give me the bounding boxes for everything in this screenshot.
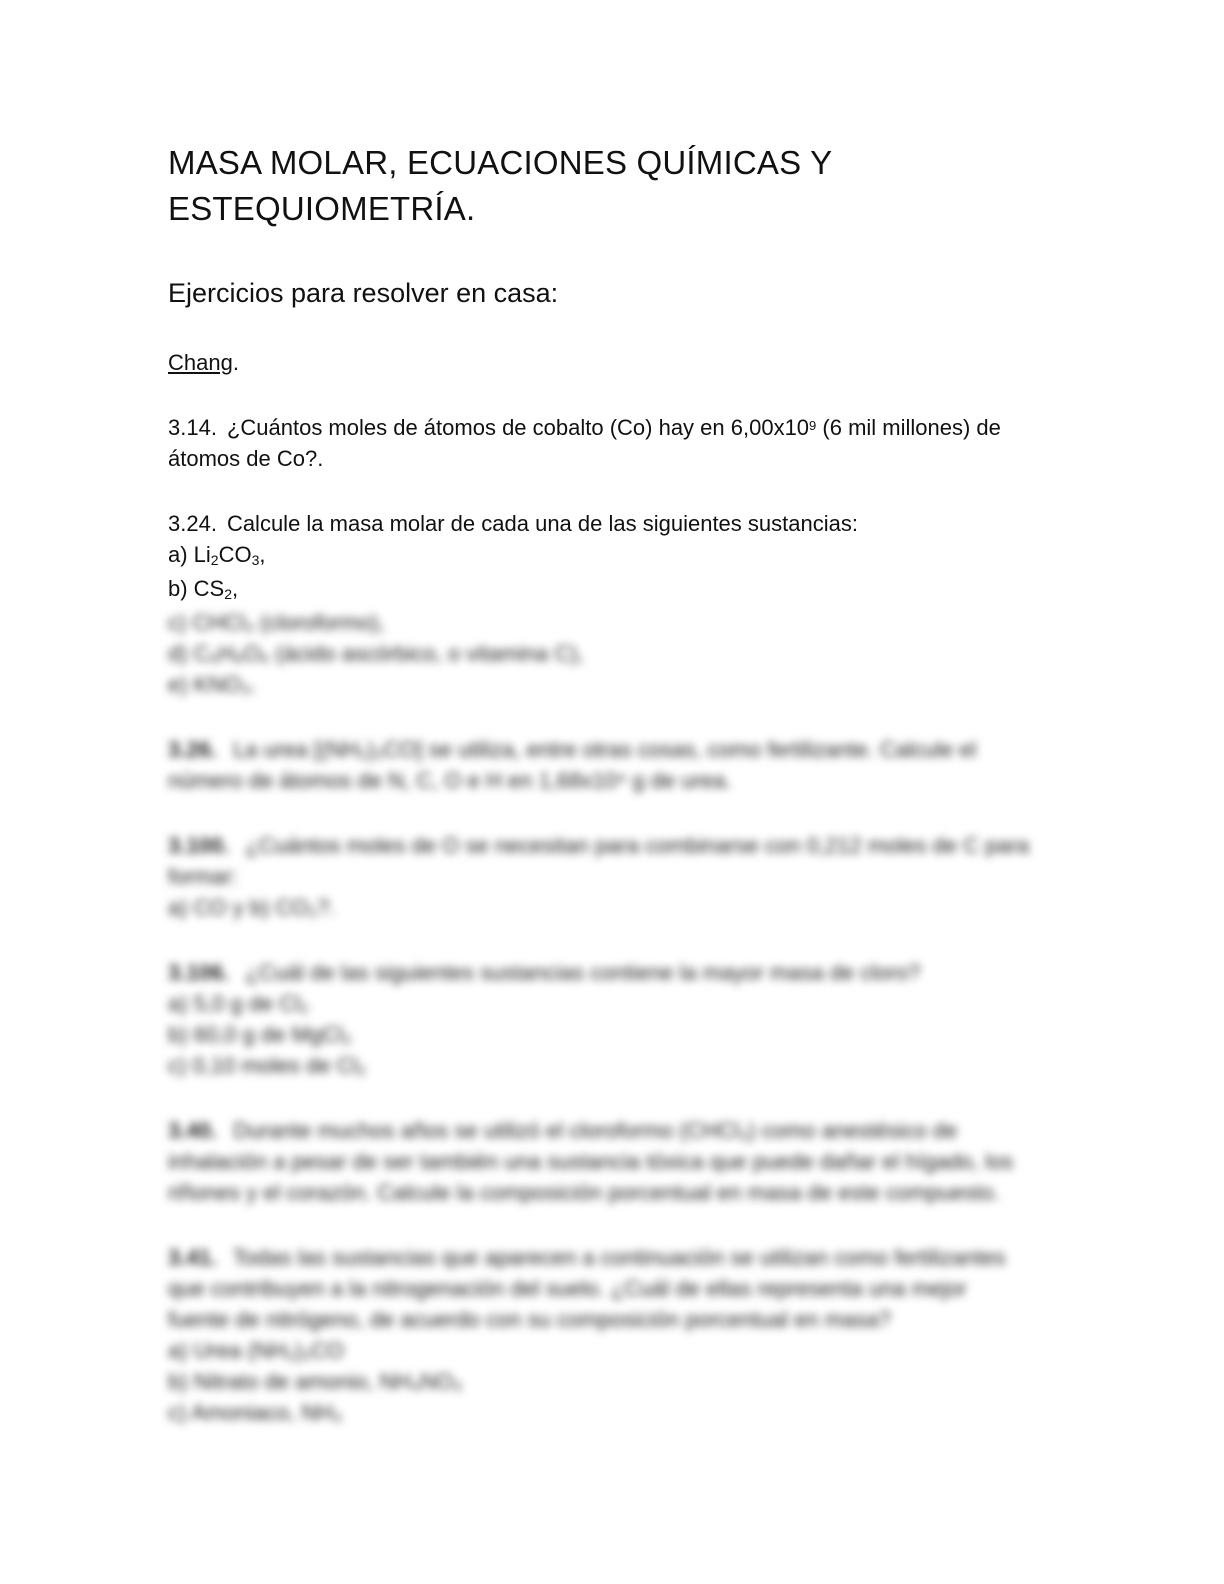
exercise-3-40: [168, 1115, 1048, 1208]
exercise-line: inhalación a pesar de ser también una sustancia tóxica que puede dañar el hígado, los: [168, 1149, 1014, 1174]
source-name: Chang: [168, 350, 233, 375]
exercise-line: número de átomos de N, C, O e H en 1,68x10⁴ g de urea.: [168, 768, 732, 793]
document-page: [168, 140, 1048, 1428]
option-a-prefix: a) Li: [168, 542, 211, 567]
exercise-3-24-statement: [168, 508, 1048, 539]
exercise-line: formar:: [168, 864, 238, 889]
exercise-line: [168, 734, 1048, 765]
exercise-line: fuente de nitrógeno, de acuerdo con su composición porcentual en masa?: [168, 1307, 891, 1332]
exercise-line: a) 5,0 g de Cl₂: [168, 991, 309, 1016]
exercise-number: 3.24.: [168, 511, 217, 536]
exercise-text: Calcule la masa molar de cada una de las siguientes sustancias:: [226, 511, 858, 536]
exercise-3-26: [168, 734, 1048, 796]
exercise-3-100: [168, 830, 1048, 923]
exercise-number: 3.26.: [168, 737, 217, 762]
exercise-line: c) 0,10 moles de Cl₂: [168, 1053, 367, 1078]
exercise-line: [168, 1115, 1048, 1146]
exercise-number: 3.106.: [168, 960, 230, 985]
exercise-3-106: [168, 957, 1048, 1081]
option-a-mid: CO: [218, 542, 252, 567]
exercise-text: La urea [(NH₂)₂CO] se utiliza, entre otras cosas, como fertilizante. Calcule el: [233, 737, 977, 762]
blurred-exercises: [168, 734, 1048, 1428]
exercise-line: [168, 957, 1048, 988]
exercise-text-cont: (6 mil millones) de: [816, 415, 1001, 440]
exercise-number: 3.40.: [168, 1118, 217, 1143]
option-b: [168, 573, 1048, 607]
option-d: d) C₆H₈O₆ (ácido ascórbico, o vitamina C),: [168, 641, 584, 666]
option-a: [168, 539, 1048, 573]
section-subtitle: Ejercicios para resolver en casa:: [168, 278, 559, 308]
exercise-line: [168, 830, 1048, 861]
option-b-prefix: b) CS: [168, 576, 225, 601]
option-b-suffix: ,: [232, 576, 239, 601]
exercise-line: b) 60,0 g de MgCl₂: [168, 1022, 352, 1047]
exercise-line: que contribuyen a la nitrogenación del suelo. ¿Cuál de ellas representa una mejor: [168, 1276, 967, 1301]
blurred-options: [168, 607, 1048, 700]
exercise-line: riñones y el corazón. Calcule la composición porcentual en masa de este compuesto.: [168, 1180, 1000, 1205]
exercise-3-14: [168, 412, 1048, 474]
exercise-line: a) CO y b) CO₂?.: [168, 895, 336, 920]
source-label: [168, 348, 1048, 378]
option-c: c) CHCl₃ (cloroformo),: [168, 610, 385, 635]
exercise-text: ¿Cuántos moles de átomos de cobalto (Co) hay en 6,00x10: [226, 415, 810, 440]
exercise-3-24: [168, 508, 1048, 700]
exercise-number: 3.100.: [168, 833, 230, 858]
exponent: 9: [809, 418, 817, 433]
exercise-line: b) Nitrato de amonio, NH₄NO₃: [168, 1369, 463, 1394]
exercise-text: ¿Cuántos moles de O se necesitan para combinarse con 0,212 moles de C para: [245, 833, 1030, 858]
title-line-1: MASA MOLAR, ECUACIONES QUÍMICAS Y: [168, 144, 833, 181]
exercise-number: 3.14.: [168, 415, 217, 440]
source-suffix: .: [232, 350, 239, 375]
exercise-number: 3.41.: [168, 1245, 217, 1270]
option-e: e) KNO₃.: [168, 672, 257, 697]
subscript: 3: [251, 552, 260, 568]
subscript: 2: [224, 586, 233, 602]
exercise-3-14-line-2: átomos de Co?.: [168, 446, 324, 471]
exercise-text: Todas las sustancias que aparecen a continuación se utilizan como fertilizantes: [232, 1245, 1006, 1270]
exercise-line: [168, 1242, 1048, 1273]
exercise-3-41: [168, 1242, 1048, 1428]
exercise-line: a) Urea (NH₂)₂CO: [168, 1338, 344, 1363]
exercise-text: Durante muchos años se utilizó el cloroformo (CHCl₃) como anestésico de: [233, 1118, 958, 1143]
title-line-2: ESTEQUIOMETRÍA.: [168, 190, 476, 227]
option-a-suffix: ,: [259, 542, 266, 567]
document-title: [168, 140, 1048, 232]
exercise-3-14-line-1: [168, 412, 1048, 443]
subscript: 2: [210, 552, 219, 568]
exercise-text: ¿Cuál de las siguientes sustancias contiene la mayor masa de cloro?: [245, 960, 921, 985]
exercise-line: c) Amoniaco, NH₃: [168, 1400, 343, 1425]
